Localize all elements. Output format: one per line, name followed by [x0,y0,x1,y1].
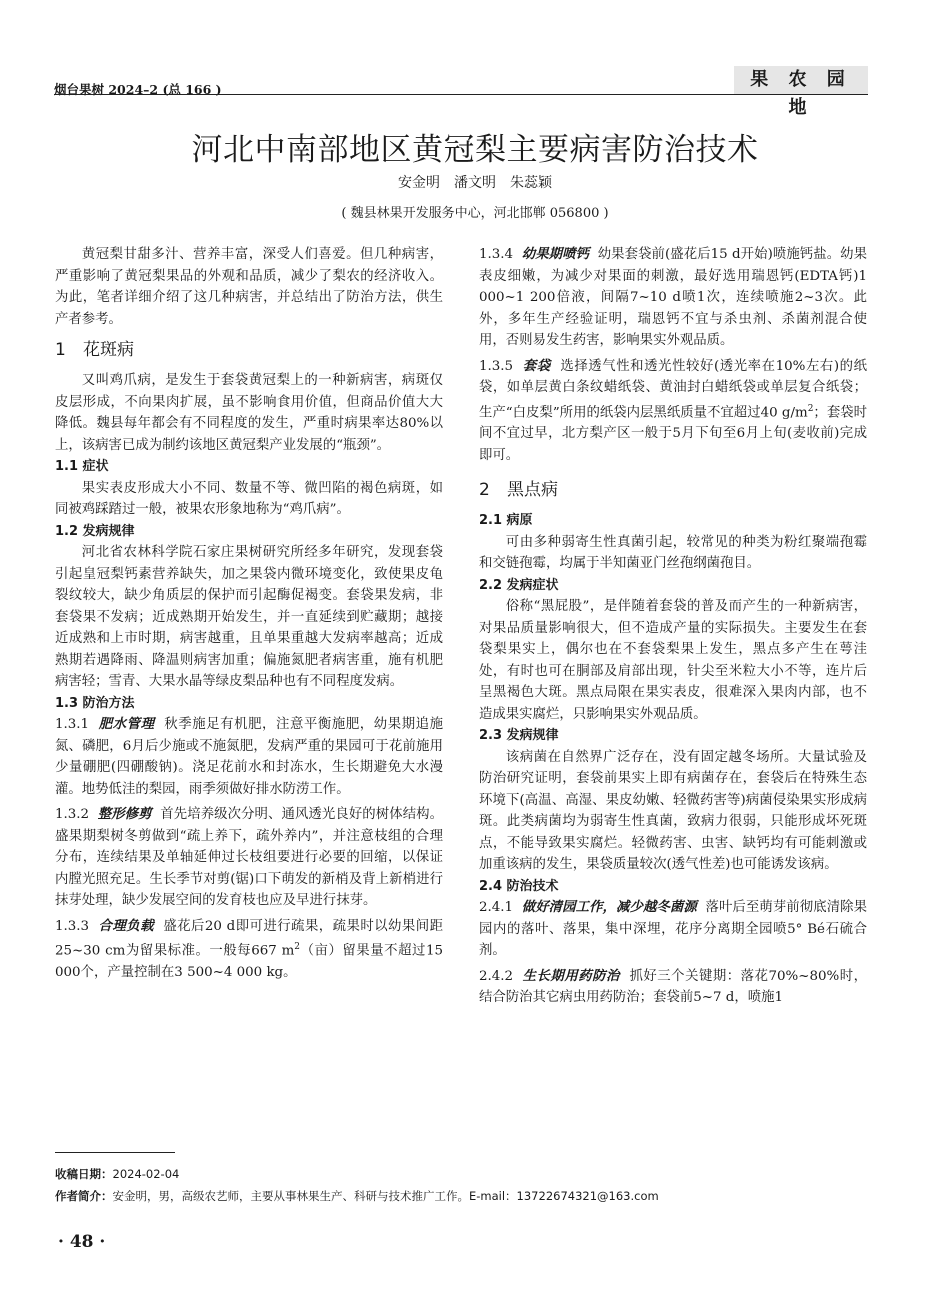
method-1-3-1-text: 秋季施足有机肥，注意平衡施肥，幼果期追施氮、磷肥，6月后少施或不施氮肥，发病严重的果园可于花前施用少量硼肥(四硼酸钠)。浇足花前水和封冻水，生长期避免大水漫灌。地势低洼的梨园，雨季须做好排水防涝工作。 [55,717,444,797]
method-1-3-2-number: 1.3.2 [55,807,90,822]
subsection-2-1-paragraph: 可由多种弱寄生性真菌引起，较常见的种类为粉红聚端孢霉和交链孢霉，均属于半知菌亚门丝孢纲菌孢目。 [479,534,867,572]
method-2-4-2-title: 生长期用药防治 [522,967,620,984]
page-number: · 48 · [58,1232,106,1252]
intro-paragraph: 黄冠梨甘甜多汁、营养丰富，深受人们喜爱。但几种病害，严重影响了黄冠梨果品的外观和品质，减少了梨农的经济收入。为此，笔者详细介绍了这几种病害，并总结出了防治方法，供生产者参考。 [55,247,443,327]
method-1-3-1-number: 1.3.1 [55,717,90,732]
method-1-3-3-text-b: （亩）留果量不超过15 000个，产量控制在3 500~4 000 kg。 [55,943,444,980]
right-column [479,244,867,1009]
method-1-3-5-number: 1.3.5 [479,358,514,374]
journal-header: 烟台果树 2024–2 (总 166 ) [54,82,222,97]
left-column [55,244,443,983]
header-rule [54,94,868,95]
subsection-1-2-heading: 1.2 发病规律 [55,523,135,539]
subsection-2-1-heading: 2.1 病原 [479,513,533,529]
footnote-received [55,1166,179,1182]
article-title: 河北中南部地区黄冠梨主要病害防治技术 [191,132,759,168]
subsection-2-3-heading: 2.3 发病规律 [479,728,559,744]
method-1-3-3 [55,916,443,984]
received-label: 收稿日期： [55,1167,113,1181]
method-1-3-3-number: 1.3.3 [55,918,90,934]
method-2-4-2-text: 抓好三个关键期：落花70%~80%时，结合防治其它病虫用药防治；套袋前5~7 d，喷施1 [479,968,868,1006]
section-label: 果 农 园 地 [734,66,868,95]
section-1-heading [55,338,443,362]
method-2-4-2 [479,966,867,1009]
section-2-number: 2 [479,480,490,501]
author-label: 作者简介： [55,1189,113,1203]
method-1-3-2 [55,804,443,912]
subsection-1-1-heading: 1.1 症状 [55,459,109,474]
method-1-3-5-text-b: ；套袋时间不宜过早，北方梨产区一般于5月下旬至6月上旬(麦收前)完成即可。 [479,404,867,463]
method-1-3-1-title: 肥水管理 [98,716,155,732]
method-1-3-4-text: 幼果套袋前(盛花后15 d开始)喷施钙盐。幼果表皮细嫩，为减少对果面的刺激，最好选用瑞恩钙(EDTA钙)1 000~1 200倍液，间隔7~10 d喷1次，连续喷施2~3次。此外，多年生产经验证明，瑞恩钙不宜与杀虫剂、杀菌剂混合使用，否则易发生药害，影响果实外观品质。 [479,247,868,348]
article-affiliation: ( 魏县林果开发服务中心，河北邯郸 056800 ) [341,206,609,221]
method-1-3-5-sup: 2 [807,403,814,414]
footnote-author [55,1188,659,1204]
author-info: 安金明，男，高级农艺师，主要从事林果生产、科研与技术推广工作。E-mail：13722674321@163.com [112,1189,659,1203]
method-2-4-2-number: 2.4.2 [479,968,514,984]
section-2-title: 黑点病 [507,480,558,501]
method-1-3-5 [479,356,867,467]
footnote-rule [55,1152,175,1153]
method-1-3-3-sup: 2 [294,942,301,952]
article-authors: 安金明 潘文明 朱蕊颖 [398,175,552,191]
subsection-1-1-paragraph: 果实表皮形成大小不同、数量不等、微凹陷的褐色病斑，如同被鸡踩踏过一般，被果农形象地称为“鸡爪病”。 [55,480,443,517]
method-1-3-4-number: 1.3.4 [479,247,514,262]
method-2-4-1-title: 做好清园工作，减少越冬菌源 [521,899,697,916]
method-1-3-3-text-a: 盛花后20 d即可进行疏果，疏果时以幼果间距25~30 cm为留果标准。一般每667 m [55,918,443,959]
section-1-paragraph: 又叫鸡爪病，是发生于套袋黄冠梨上的一种新病害，病斑仅皮层形成，不向果肉扩展，虽不影响食用价值，但商品价值大大降低。魏县每年都会有不同程度的发生，严重时病果率达80%以上，该病害已成为制约该地区黄冠梨产业发展的“瓶颈”。 [55,373,443,453]
method-1-3-2-text: 首先培养级次分明、通风透光良好的树体结构。盛果期梨树冬剪做到“疏上养下，疏外养内”，并注意枝组的合理分布，连续结果及单轴延伸过长枝组要进行必要的回缩，以保证内膛光照充足。生长季节对剪(锯)口下萌发的新梢及背上新梢进行抹芽处理，缺少发展空间的发育枝也应及早进行抹芽。 [55,807,444,908]
subsection-2-2-heading: 2.2 发病症状 [479,577,559,593]
section-1-title: 花斑病 [83,340,134,360]
method-1-3-2-title: 整形修剪 [97,806,152,822]
received-date: 2024-02-04 [112,1167,180,1181]
subsection-2-2-paragraph: 俗称“黑屁股”，是伴随着套袋的普及而产生的一种新病害，对果品质量影响很大，但不造成产量的实际损失。主要发生在套袋梨果实上，偶尔也在不套袋梨果上发生，黑点多产生在萼洼处，有时也可在胴部及肩部出现，针尖至米粒大小不等，连片后呈黑褐色大斑。黑点局限在果实表皮，很难深入果肉内部，也不造成果实腐烂，只影响果实外观品质。 [479,599,867,722]
method-1-3-5-text-a: 选择透气性和透光性较好(透光率在10%左右)的纸袋，如单层黄白条纹蜡纸袋、黄油封白蜡纸袋或单层复合纸袋；生产“白皮梨”所用的纸袋内层黑纸质量不宜超过40 g/m [479,358,868,420]
section-2-heading [479,478,867,502]
method-2-4-1-number: 2.4.1 [479,900,514,916]
method-1-3-3-title: 合理负载 [98,917,154,934]
method-2-4-1 [479,897,867,962]
method-2-4-1-text: 落叶后至萌芽前彻底清除果园内的落叶、落果，集中深埋，花序分离期全园喷5° Bé石硫合剂。 [479,900,868,959]
subsection-2-3-paragraph: 该病菌在自然界广泛存在，没有固定越冬场所。大量试验及防治研究证明，套袋前果实上即有病菌存在，套袋后在特殊生态环境下(高温、高湿、果皮幼嫩、轻微药害等)病菌侵染果实形成病斑。此类病菌均为弱寄生性真菌，致病力很弱，只能形成坏死斑点，不能导致果实腐烂。轻微药害、虫害、缺钙均有可能刺激或加重该病的发生，果袋质量较次(透气性差)也可能诱发该病。 [479,749,867,873]
subsection-2-4-heading: 2.4 防治技术 [479,878,559,894]
subsection-1-2-paragraph: 河北省农林科学院石家庄果树研究所经多年研究，发现套袋引起皇冠梨钙素营养缺失，加之果袋内微环境变化，致使果皮龟裂纹较大，缺少角质层的保护而引起酶促褐变。套袋果发病，非套袋果不发病；近成熟期开始发生，并一直延续到贮藏期；越接近成熟和上市时期，病害越重，且单果重越大发病率越高；近成熟期若遇降雨、降温则病害加重；偏施氮肥者病害重，施有机肥病害轻；雪青、大果水晶等绿皮梨品种也有不同程度发病。 [55,545,443,689]
section-1-number: 1 [55,340,66,360]
method-1-3-1 [55,714,443,800]
method-1-3-4-title: 幼果期喷钙 [521,246,590,262]
subsection-1-3-heading: 1.3 防治方法 [55,695,135,711]
method-1-3-5-title: 套袋 [522,357,551,374]
method-1-3-4 [479,244,867,352]
